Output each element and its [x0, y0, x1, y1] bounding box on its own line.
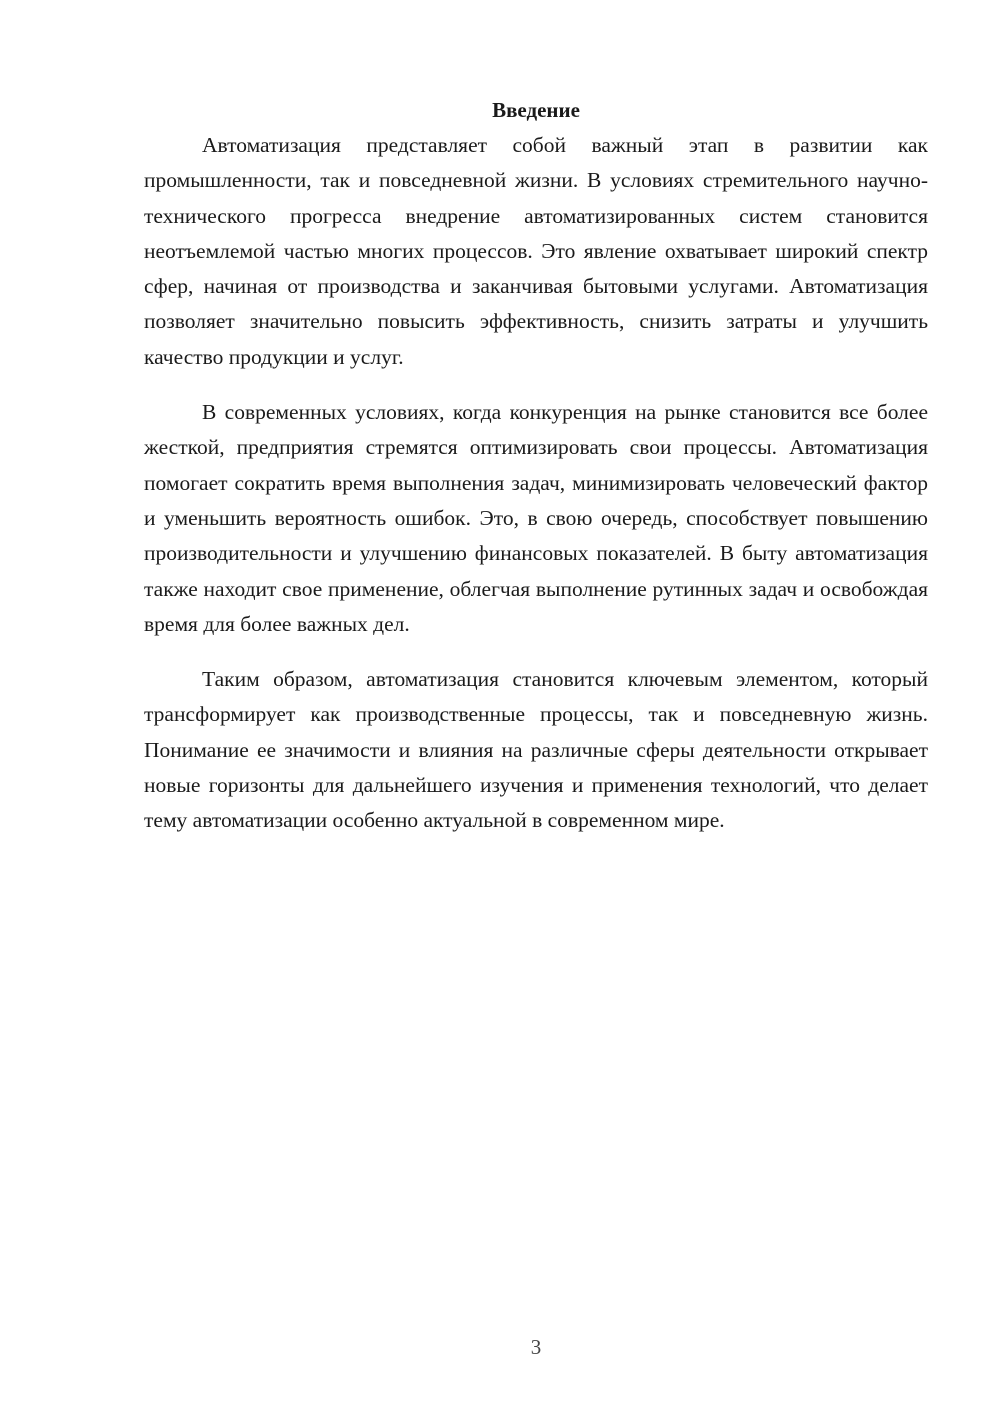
paragraph-3: Таким образом, автоматизация становится ключевым элементом, который трансформирует как производственные процессы, так и повседневную жизнь. Понимание ее значимости и влияния на различные сферы деятельности открывает новые горизонты для дальнейшего изучения и применения технологий, что делает тему автоматизации особенно актуальной в современном мире.	[144, 667, 928, 833]
paragraph-2: В современных условиях, когда конкуренция на рынке становится все более жесткой, предприятия стремятся оптимизировать свои процессы. Автоматизация помогает сократить время выполнения задач, минимизировать человеческий фактор и уменьшить вероятность ошибок. Это, в свою очередь, способствует повышению производительности и улучшению финансовых показателей. В быту автоматизация также находит свое применение, облегчая выполнение рутинных задач и освобождая время для более важных дел.	[144, 400, 928, 636]
section-title: Введение	[492, 98, 580, 122]
page-content	[144, 92, 928, 839]
paragraph-1: Автоматизация представляет собой важный этап в развитии как промышленности, так и повседневной жизни. В условиях стремительного научно-технического прогресса внедрение автоматизированных систем становится неотъемлемой частью многих процессов. Это явление охватывает широкий спектр сфер, начиная от производства и заканчивая бытовыми услугами. Автоматизация позволяет значительно повысить эффективность, снизить затраты и улучшить качество продукции и услуг.	[144, 133, 928, 369]
page-number: 3	[530, 1335, 542, 1359]
